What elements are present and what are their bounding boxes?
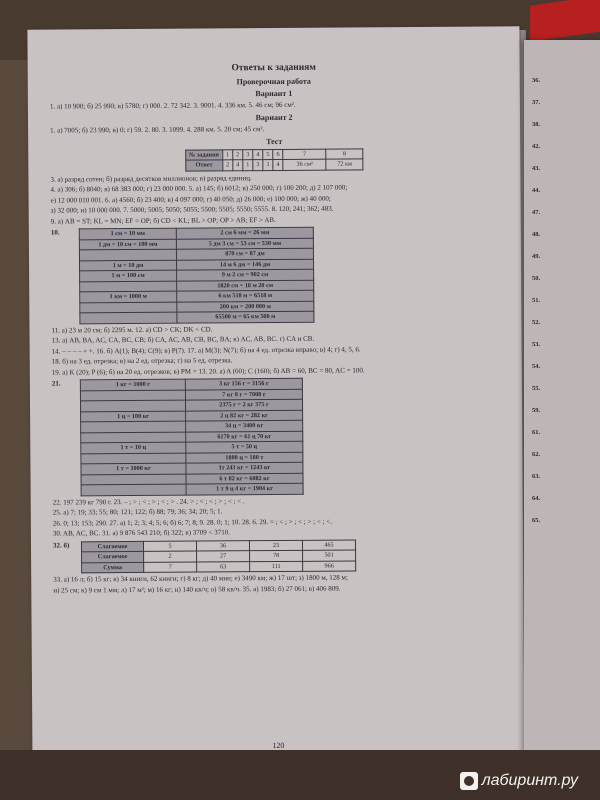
margin-number: 48. [532, 231, 541, 238]
table-cell: 1 км = 1000 м [80, 291, 177, 302]
margin-number: 38. [532, 121, 541, 128]
margin-number: 55. [532, 385, 541, 392]
margin-number: 36. [532, 77, 541, 84]
answer-line: 22. 197 239 кг 790 г. 23. – ; > ; < ; > ; < ; > . 24. > ; < ; < ; > ; < ; < . [52, 496, 245, 507]
table-cell: 1 ц = 100 кг [81, 411, 186, 422]
margin-number: 54. [532, 363, 541, 370]
table-cell: 7 [144, 562, 197, 573]
answer-line: 25. а) 7; 19; 33; 55; 80; 121; 122; б) 88; 79; 36; 34; 20; 5; 1. [52, 507, 223, 517]
table-cell: 6 т 82 кг = 6082 кг [186, 473, 303, 484]
answer-line: з) 32 000; и) 10 000 000. 7. 5000; 5005; 5050; 5055; 5500; 5505; 5550; 5555. 8. 120; 241; 362; 483. [50, 204, 334, 215]
answer-line: 14. – – – – + +. 16. б) A(1); B(4); C(9); в) P(7). 17. а) M(3); N(7); б) на 4 ед. отрезка вправо; в) 4; г) 4, 5, 6. [51, 344, 361, 356]
table-cell: 7 [283, 149, 326, 160]
table-cell: 78 [250, 550, 303, 561]
table-cell: Слагаемое [81, 541, 143, 552]
table-cell: 3 [253, 160, 263, 171]
table-cell: 7 кг 8 г = 7008 г [185, 389, 302, 400]
table-cell: 23 [249, 540, 302, 551]
margin-number: 47. [532, 209, 541, 216]
answer-line: е) 12 000 010 001. 6. а) 4560; б) 23 400; в) 4 097 000; г) 40 050; д) 26 000; е) 100 000; ж) 40 000; [50, 194, 331, 205]
table-cell: Ответ [185, 160, 222, 171]
table-cell: 2 ц 82 кг = 282 кг [186, 410, 303, 421]
table-cell: 34 ц = 3400 кг [186, 420, 303, 431]
table-cell: 5 дм 3 см = 53 см = 530 мм [176, 238, 313, 249]
table-row [80, 311, 314, 323]
answer-line: 13. а) AB, BA, AC, CA, BC, CB; б) CA, AC, AB, CB, BC, BA; в) AC, AB, BC. г) CA и CB. [51, 334, 315, 345]
margin-number: 64. [532, 495, 541, 502]
margin-number: 51. [532, 297, 541, 304]
answer-line: и) 25 см; к) 9 см 1 мм; л) 17 м²; м) 16 кг; н) 140 кв/ч; о) 58 кв/ч. 35. а) 1983; б) 27 061; в) 406 809. [53, 584, 341, 595]
test-answer-table [185, 148, 364, 171]
margin-number: 37. [532, 99, 541, 106]
watermark [460, 772, 578, 790]
table-cell: 4 [273, 159, 283, 170]
addition-table [81, 539, 356, 573]
table-cell: 3 [243, 149, 253, 160]
test-title: Тест [266, 136, 283, 147]
page-title: Ответы к заданиям [231, 62, 316, 74]
table-cell [80, 400, 185, 411]
table-cell: 966 [303, 560, 356, 571]
task-32-block [53, 538, 501, 574]
table-cell: 1 см = 10 мм [79, 228, 176, 239]
table-cell [79, 249, 176, 260]
answer-line: 11. а) 23 м 20 см; б) 2295 м. 12. а) CD > CK; DK < CD. [51, 324, 213, 335]
table-cell: 1 [263, 160, 273, 171]
table-cell: 1 м = 100 см [80, 270, 177, 281]
margin-number: 52. [532, 319, 541, 326]
table-cell [80, 390, 185, 401]
table-cell: 1 т = 10 ц [81, 442, 186, 453]
table-cell: 8 [326, 148, 363, 159]
task-10-label: 10. [50, 228, 60, 237]
margin-number: 53. [532, 341, 541, 348]
table-cell: 4 [233, 160, 243, 171]
table-cell: 2 [233, 149, 243, 160]
table-cell: 1т 243 кг = 1243 кг [186, 462, 303, 473]
table-cell: 63 [197, 561, 250, 572]
table-cell: 1820 см = 18 м 20 см [177, 280, 314, 291]
table-cell: 5 т = 50 ц [186, 441, 303, 452]
mass-units-table [80, 378, 304, 496]
table-row [82, 560, 356, 572]
task-21-block [52, 376, 501, 496]
table-cell: 1800 ц = 180 т [186, 452, 303, 463]
test-table-answer-row [185, 159, 363, 171]
section-title: Проверочная работа [236, 76, 311, 86]
table-cell: 6 км 518 м = 6518 м [177, 290, 314, 301]
answer-line: 19. а) K (20); P (6); б) на 20 ед. отрезков; в) PM = 13. 20. а) A (60); C (160); б) AB = 60, BC = 80, AC = 100. [51, 365, 365, 377]
table-cell: 1 [243, 160, 253, 171]
table-cell [80, 302, 177, 313]
answer-line: 18. б) на 3 ед. отрезка; в) на 2 ед. отрезка; г) на 5 ед. отрезка. [51, 356, 233, 366]
margin-number: 65. [532, 517, 541, 524]
table-cell: 1 м = 10 дм [80, 260, 177, 271]
answer-line: 9. а) AB = ST; KL = MN; EF = OP; б) CD < KL; BL > OP; OP > AB; EF > AB. [50, 215, 276, 226]
answer-line: 4. а) 306; б) 8040; в) 68 383 000; г) 23 000 000. 5. а) 145; б) 6012; в) 250 000; г) 100 200; д) 2 107 000; [50, 183, 348, 194]
table-cell: 1 кг = 1000 г [80, 379, 185, 390]
table-cell: 2 [223, 160, 233, 171]
table-cell: 1 т = 1000 кг [81, 463, 186, 474]
table-cell: 5 [143, 541, 196, 552]
variant-2-title: Вариант 2 [255, 112, 293, 123]
right-page-edge [524, 40, 600, 780]
page-number: 120 [272, 740, 285, 751]
table-cell: 465 [302, 539, 355, 550]
length-units-table [79, 227, 315, 324]
answer-line: 26. 0; 13; 153; 290. 27. а) 1; 2; 3; 4; 5; 6; б) 6; 7; 8; 9. 28. 0; 1; 10. 28. 6. 29. = ; < ; > ; < ; > ; < ; <. [52, 517, 332, 528]
table-row [81, 483, 303, 495]
variant-1-answers: 1. а) 10 900; б) 25 990; в) 5780; г) 000. 2. 72 342. 3. 9001. 4. 336 км. 5. 46 см; 96 см². [49, 100, 296, 111]
table-cell: 4 [253, 149, 263, 160]
table-cell: 14 м 6 дм = 146 дм [177, 259, 314, 270]
table-cell: 111 [250, 561, 303, 572]
margin-number: 42. [532, 143, 541, 150]
margin-number: 43. [532, 165, 541, 172]
answer-line: 3. а) разряд сотен; б) разряд десятков миллионов; в) разряд единиц. [50, 173, 252, 184]
table-cell: 2375 г = 2 кг 375 г [185, 399, 302, 410]
table-cell: 3 кг 156 г = 3156 г [185, 378, 302, 389]
table-cell [81, 484, 186, 495]
table-cell: 1 дм = 10 см = 100 мм [79, 239, 176, 250]
task-21-label: 21. [51, 379, 61, 388]
task-32-label: 32. б) [52, 540, 70, 550]
right-page-numbers [532, 70, 540, 532]
table-cell [80, 281, 177, 292]
table-cell: 72 км [326, 159, 363, 170]
margin-number: 62. [532, 451, 541, 458]
table-cell [81, 421, 186, 432]
table-cell [80, 312, 177, 323]
left-page [27, 26, 524, 777]
answer-line: 33. а) 16 л; б) 15 кг; в) 34 книги, 62 книги; г) 8 кг; д) 40 мин; е) 3490 км; ж) 17 шт; з) 1800 м, 128 м; [53, 573, 348, 584]
table-cell: 5 [263, 149, 273, 160]
table-cell: 501 [303, 550, 356, 561]
table-cell: 6170 кг = 61 ц 70 кг [186, 431, 303, 442]
labirint-logo-icon [460, 772, 478, 790]
margin-number: 50. [532, 275, 541, 282]
margin-number: 61. [532, 429, 541, 436]
table-cell: 27 [197, 551, 250, 562]
margin-number: 63. [532, 473, 541, 480]
table-cell: 6 [273, 149, 283, 160]
margin-number: 59. [532, 407, 541, 414]
watermark-text: лабиринт.ру [481, 772, 578, 789]
table-cell: 2 [144, 551, 197, 562]
table-cell: 65500 м = 65 км 500 м [177, 311, 314, 322]
table-cell: 2 см 6 мм = 26 мм [176, 227, 313, 238]
table-cell: Слагаемое [82, 551, 144, 562]
table-cell: 1 [222, 149, 232, 160]
table-cell [81, 453, 186, 464]
variant-1-title: Вариант 1 [255, 88, 293, 99]
answer-line: 30. AB, AC, BC. 31. а) 9 876 543 210; б) 322; в) 3709 < 3710. [52, 528, 231, 538]
variant-2-answers: 1. а) 7005; б) 23 990; в) 0; г) 59. 2. 80. 3. 1099. 4. 288 км. 5. 20 см; 45 см². [50, 124, 265, 135]
margin-number: 44. [532, 187, 541, 194]
table-cell: Сумма [82, 562, 144, 573]
task-10-block [51, 225, 500, 324]
table-cell: 36 см² [283, 159, 326, 170]
table-cell: 9 м 2 см = 902 см [177, 269, 314, 280]
table-cell: 36 [196, 540, 249, 551]
table-cell: 870 см = 87 дм [176, 248, 313, 259]
margin-number: 49. [532, 253, 541, 260]
table-cell [81, 432, 186, 443]
table-cell [81, 474, 186, 485]
table-cell: 200 км = 200 000 м [177, 301, 314, 312]
table-cell: № задания [185, 149, 222, 160]
table-cell: 1 т 9 ц 4 кг = 1904 кг [186, 483, 303, 494]
page-content [50, 62, 502, 596]
